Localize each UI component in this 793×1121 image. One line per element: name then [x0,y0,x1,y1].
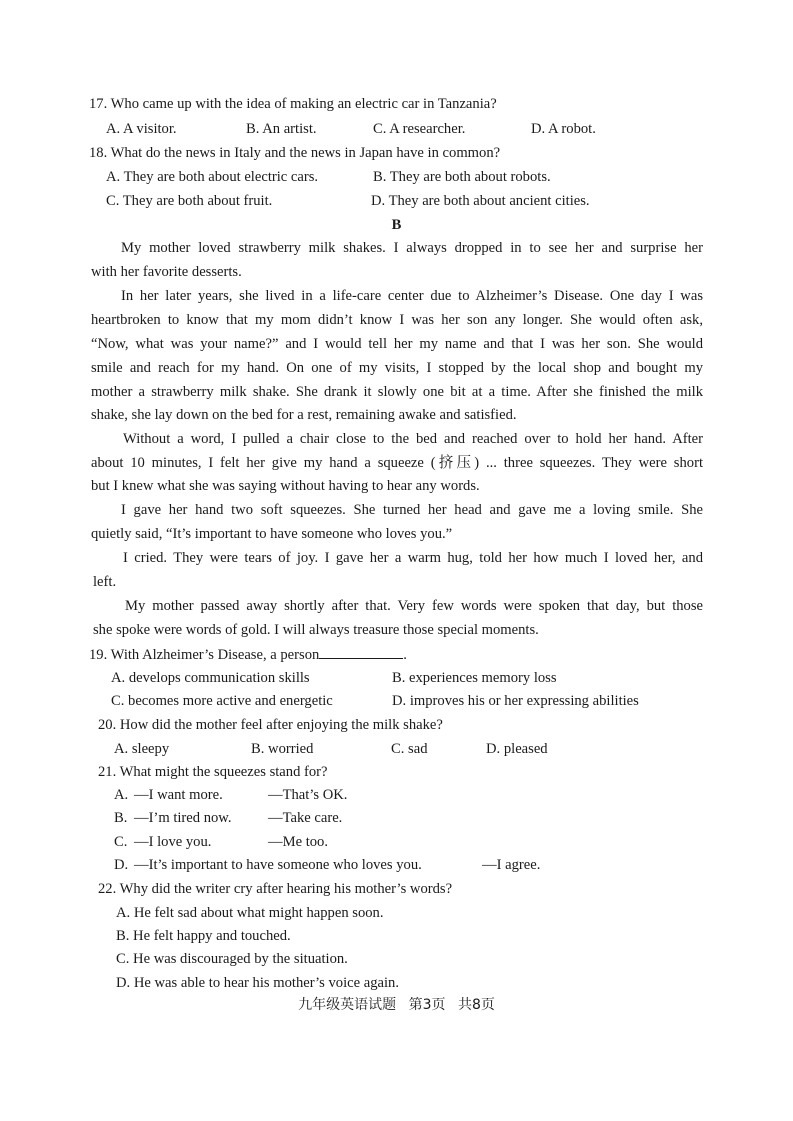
q17-option-d: D. A robot. [531,121,596,137]
q18-question: 18. What do the news in Italy and the news in Japan have in common? [89,145,501,161]
passage-line: mother a strawberry milk shake. She drank it slowly one bit at a time. After she finished the milk [91,384,703,400]
q17-question: 17. Who came up with the idea of making an electric car in Tanzania? [89,96,497,112]
passage-line: but I knew what she was saying without having to hear any words. [91,478,480,494]
q20-option-d: D. pleased [486,741,548,757]
q17-option-a: A. A visitor. [106,121,177,137]
q22-option-b: B. He felt happy and touched. [116,928,291,944]
q22-option-d: D. He was able to hear his mother’s voice again. [116,975,400,991]
passage-line: My mother passed away shortly after that. Very few words were spoken that day, but those [125,598,703,614]
passage-line: Without a word, I pulled a chair close to the bed and reached over to hold her hand. After [123,431,703,447]
q20-question: 20. How did the mother feel after enjoying the milk shake? [98,717,443,733]
q21-option-a-letter: A. [114,787,129,803]
answer-blank [319,645,403,659]
q19-option-c: C. becomes more active and energetic [111,693,333,709]
q21-option-a-second: —That’s OK. [268,787,348,803]
q22-question: 22. Why did the writer cry after hearing his mother’s words? [98,881,453,897]
q20-option-c: C. sad [391,741,428,757]
q19-option-b: B. experiences memory loss [392,670,557,686]
passage-line: smile and reach for my hand. On one of my visits, I stopped by the local shop and bought my [91,360,703,376]
passage-line: heartbroken to know that my mom didn’t know I was her son any longer. She would often ask, [91,312,703,328]
q19-question-end: . [403,647,407,663]
q21-option-c-second: —Me too. [268,834,328,850]
q22-option-c: C. He was discouraged by the situation. [116,951,348,967]
q18-option-c: C. They are both about fruit. [106,193,273,209]
q17-option-b: B. An artist. [246,121,317,137]
passage-line: I cried. They were tears of joy. I gave her a warm hug, told her how much I loved her, and [123,550,703,566]
q21-option-c-letter: C. [114,834,128,850]
q19-question [89,645,407,664]
q21-option-b-first: —I’m tired now. [134,810,232,826]
q18-option-b: B. They are both about robots. [373,169,551,185]
q19-option-a: A. develops communication skills [111,670,310,686]
q19-question-text: 19. With Alzheimer’s Disease, a person [89,647,320,663]
passage-line: with her favorite desserts. [91,264,242,280]
footer-title: 九年级英语试题 [298,997,397,1013]
q18-option-a: A. They are both about electric cars. [106,169,319,185]
passage-line: “Now, what was your name?” and I would tell her my name and that I was her son. She would [91,336,703,352]
q22-option-a: A. He felt sad about what might happen soon. [116,905,384,921]
passage-line: My mother loved strawberry milk shakes. I always dropped in to see her and surprise her [121,240,703,256]
q20-option-a: A. sleepy [114,741,170,757]
passage-line: left. [93,574,117,590]
page-footer [0,996,793,1014]
passage-line: about 10 minutes, I felt her give my hand a squeeze (挤压) ... three squeezes. They were short [91,455,703,471]
passage-line: she spoke were words of gold. I will always treasure those special moments. [93,622,539,638]
q18-option-d: D. They are both about ancient cities. [371,193,590,209]
footer-total-pages: 共8页 [457,997,495,1013]
passage-line: I gave her hand two soft squeezes. She turned her head and gave me a loving smile. She [121,502,703,518]
q17-option-c: C. A researcher. [373,121,466,137]
passage-line: quietly said, “It’s important to have someone who loves you.” [91,526,453,542]
footer-page-number: 第3页 [408,997,446,1013]
section-heading: B [391,217,402,233]
q21-option-b-second: —Take care. [268,810,343,826]
q21-option-c-first: —I love you. [134,834,212,850]
passage-line: shake, she lay down on the bed for a rest, remaining awake and satisfied. [91,407,517,423]
q21-option-d-first: —It’s important to have someone who loves you. [134,857,422,873]
q20-option-b: B. worried [251,741,314,757]
q21-option-d-second: —I agree. [482,857,541,873]
passage-line: In her later years, she lived in a life-care center due to Alzheimer’s Disease. One day I was [121,288,703,304]
q21-option-b-letter: B. [114,810,128,826]
q21-question: 21. What might the squeezes stand for? [98,764,328,780]
q21-option-a-first: —I want more. [134,787,223,803]
q19-option-d: D. improves his or her expressing abilities [392,693,639,709]
q21-option-d-letter: D. [114,857,129,873]
